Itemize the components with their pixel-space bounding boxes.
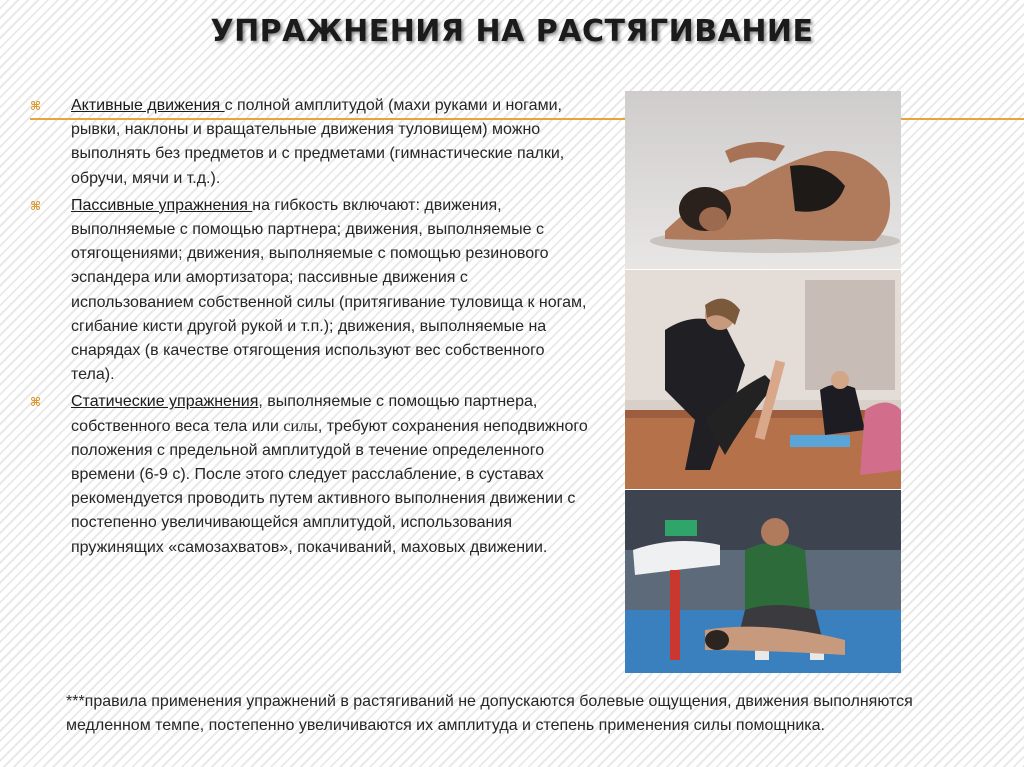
slide-title: УПРАЖНЕНИЯ НА РАСТЯГИВАНИЕ (210, 14, 814, 49)
bullet-text-active: с полной амплитудой (махи руками и ногами, рывки, наклоны и вращательные движения туловищем) можно выполнять без предметов и с предметами (гимнастические палки, обручи, мячи и т.д.). (71, 97, 565, 187)
footnote-rules: ***правила применения упражнений в растягиваний не допускаются болевые ощущения, движения выполняются медленном темпе, постепенно увеличиваются их амплитуда и степень применения силы помощника. (66, 693, 913, 734)
bullet-text-static-serif: силы (283, 417, 318, 435)
bullet-passive-exercises (30, 194, 590, 388)
bullet-text-static-b: , требуют сохранения неподвижного положения с предельной амплитудой в течение определенного времени (6-9 с). После этого следует расслабление, в суставах рекомендуется проводить путем активного выполнения движении с постепенно увеличивающейся амплитудой, использования пружинящих «самозахватов», покачиваний, маховых движении. (71, 417, 588, 556)
bullet-text-static-a: , выполняемые с помощью партнера, собственного веса тела или (71, 393, 538, 435)
term-static: Статические упражнения (71, 393, 259, 411)
bullet-list (30, 94, 590, 563)
bullet-active-movements (30, 94, 590, 191)
photo-coach-assisting-girl-gym (625, 270, 901, 489)
term-passive: Пассивные упражнения (71, 196, 253, 214)
bullet-text-passive: на гибкость включают: движения, выполняемые с помощью партнера; движения, выполняемые с отягощениями; движения, выполняемые с помощью резинового эспандера или амортизатора; пассивные движения с использованием собственной силы (притягивание туловища к ногам, сгибание кисти другой рукой и т.п.); движения, выполняемые на снарядах (в качестве отягощения используют вес собственного тела). (71, 196, 587, 384)
orange-x-bullet-icon: ⌘ (30, 99, 42, 113)
bullet-static-exercises (30, 390, 590, 559)
term-active: Активные движения (71, 97, 225, 114)
orange-x-bullet-icon: ⌘ (30, 395, 42, 410)
orange-x-bullet-icon: ⌘ (30, 198, 42, 213)
photo-partner-stretch-floor (625, 91, 901, 269)
photo-column (625, 91, 901, 673)
photo-coach-sitting-on-gymnast (625, 490, 901, 673)
